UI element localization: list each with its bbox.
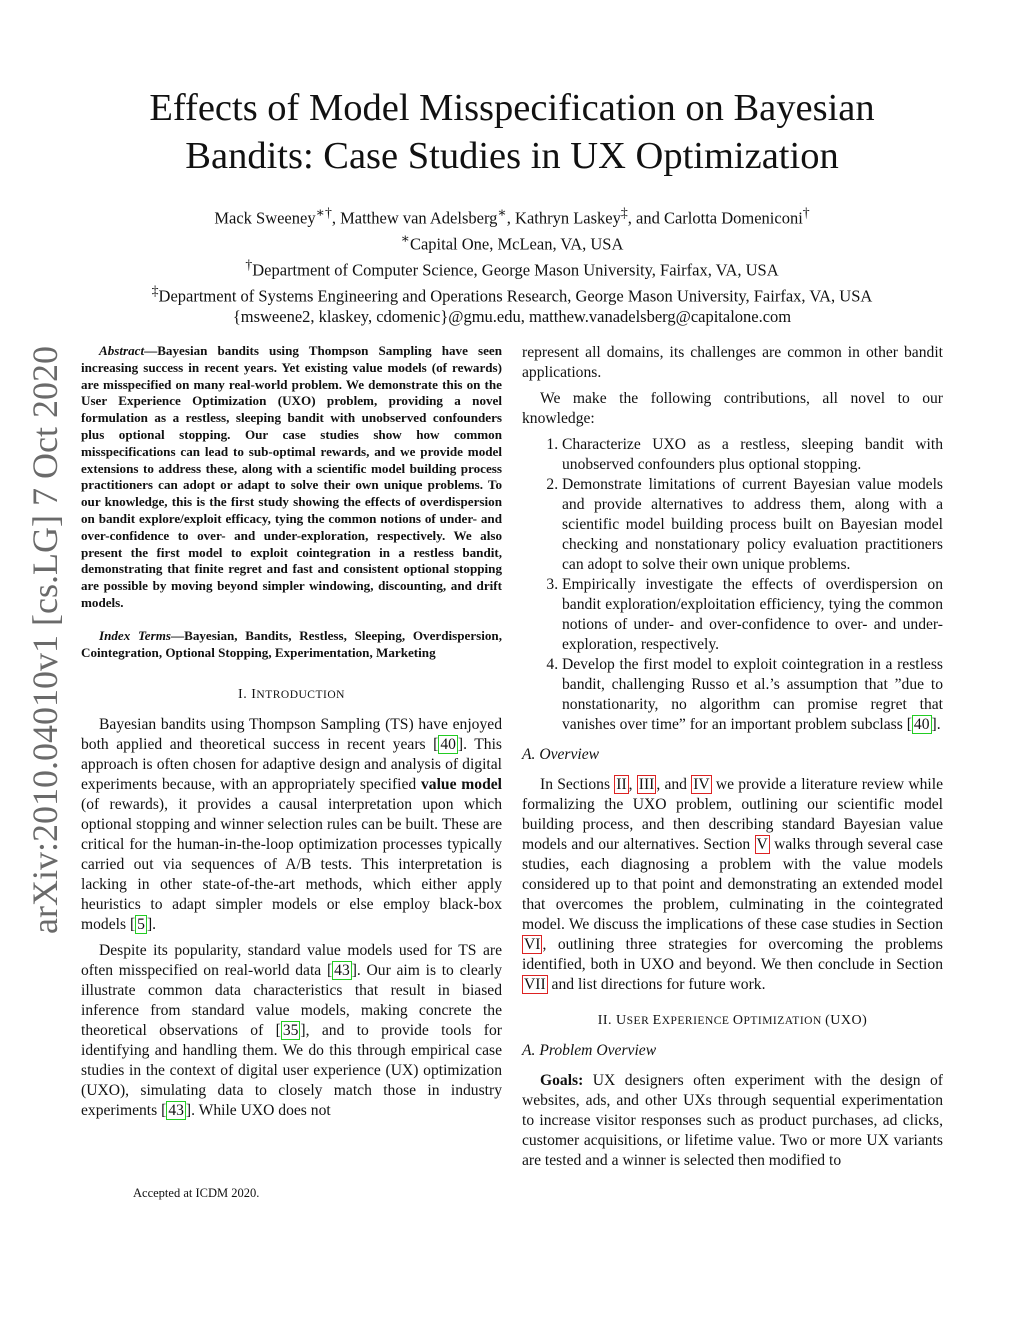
contribution-item: 1. Characterize UXO as a restless, sleeping bandit with unobserved confounders plus optional stopping. xyxy=(562,435,943,475)
arxiv-identifier: arXiv:2010.04010v1 [cs.LG] 7 Oct 2020 xyxy=(25,346,65,934)
right-paragraph-continued: represent all domains, its challenges are common in other bandit applications. xyxy=(522,344,943,381)
overview-sep-2: , and xyxy=(656,776,692,793)
section-2-o: O xyxy=(732,1013,744,1028)
overview-text-a: In Sections xyxy=(540,776,615,793)
left-column xyxy=(81,343,502,1127)
contribution-item: 3. Empirically investigate the effects of overdispersion on bandit exploration/exploitation efficiency, tying the common notions of under- and over-confidence to over- and under-exploration, respectively. xyxy=(562,575,943,655)
author-4: , and Carlotta Domeniconi xyxy=(627,208,803,228)
goals-paragraph xyxy=(522,1071,943,1171)
affiliation-2-text: Department of Computer Science, George Mason University, Fairfax, VA, USA xyxy=(252,260,779,280)
affiliation-2 xyxy=(0,255,1024,281)
abstract xyxy=(81,343,502,612)
citation-link[interactable]: 35 xyxy=(282,1022,299,1040)
value-model-term: value model xyxy=(420,776,502,794)
citation-link[interactable]: 40 xyxy=(913,716,930,733)
goals-label: Goals: xyxy=(540,1072,584,1089)
right-column xyxy=(522,343,943,1177)
affiliation-2-mark: † xyxy=(245,257,253,272)
intro-p1-text-a: Bayesian bandits using Thompson Sampling (TS) have enjoyed both applied and theoretical success in recent years [ xyxy=(81,716,502,754)
intro-p1-text-d: ]. xyxy=(146,916,157,934)
intro-p2-text-a: Despite its popularity, standard value models used for TS are often misspecified on real-world data [ xyxy=(81,942,502,980)
intro-p2-text-b: ]. Our aim is to clearly illustrate common data characteristics that result in biased inference from standard value models, making concrete the theoretical observations of [ xyxy=(81,962,502,1040)
goals-text: UX designers often experiment with the design of websites, ads, and other UXs through sequential experimentation to increase visitor responses such as product purchases, ad clicks, customer acquisitions, or lifetime value. Two or more UX variants are tested and a winner is selected then modified to xyxy=(522,1072,943,1169)
overview-text-d: , outlining three strategies for overcoming the problems identified, both in UXO and beyond. We then conclude in Section xyxy=(522,936,943,973)
author-4-mark: † xyxy=(802,205,810,220)
index-terms-label: Index Terms xyxy=(99,627,171,643)
section-2-e: E xyxy=(652,1013,662,1028)
overview-text-b: we provide a literature review while formalizing the UXO problem, outlining our scientific model building process, and then describing standard Bayesian value models and our alternatives. Section xyxy=(522,776,943,853)
intro-p2-text-d: ]. While UXO does not xyxy=(185,1102,331,1120)
section-2-u: U xyxy=(616,1013,627,1028)
citation-link[interactable]: 43 xyxy=(168,1102,184,1120)
section-2-number: II. xyxy=(597,1013,617,1028)
subsection-overview-heading: A. Overview xyxy=(522,746,600,763)
contributions-intro: We make the following contributions, all novel to our knowledge: xyxy=(522,390,943,427)
author-3-mark: ‡ xyxy=(620,205,628,220)
author-1: Mack Sweeney xyxy=(214,208,316,228)
affiliation-1-text: Capital One, McLean, VA, USA xyxy=(409,234,624,254)
intro-p2-text-c: ], and to provide tools for identifying and handling them. We do this through empirical case studies in the context of digital user experience (UX) optimization (UXO), simulating data to closely match those in industry experiments [ xyxy=(81,1022,502,1120)
section-1-rest: NTRODUCTION xyxy=(256,689,345,702)
intro-paragraph-1 xyxy=(81,715,502,935)
overview-sep-1: , xyxy=(628,776,637,793)
index-terms xyxy=(81,628,502,662)
author-names xyxy=(0,203,1024,229)
footnote: Accepted at ICDM 2020. xyxy=(133,1186,260,1200)
citation-link[interactable]: 43 xyxy=(334,962,350,980)
intro-p1-text-b: ]. This approach is often chosen for adaptive design and analysis of digital experiments because, with an appropriately specified xyxy=(81,736,502,794)
contribution-4-text: Develop the first model to exploit cointegration in a restless bandit, challenging Russo et al.’s assumption that ”due to nonstationarity, no algorithm can promise regret that vanishes over time” for an important problem subclass [ xyxy=(562,656,943,733)
section-2-abbr: (UXO) xyxy=(825,1013,868,1028)
citation-link[interactable]: 40 xyxy=(440,736,456,754)
section-ref-link[interactable]: III xyxy=(638,776,655,793)
intro-paragraph-2 xyxy=(81,941,502,1121)
affiliation-3-mark: ‡ xyxy=(151,283,159,298)
title-line-2: Bandits: Case Studies in UX Optimization xyxy=(185,135,839,177)
section-1-initial: I xyxy=(251,687,257,703)
author-2-mark: ∗ xyxy=(497,205,507,220)
title-line-1: Effects of Model Misspecification on Bayesian xyxy=(149,87,875,129)
section-heading-uxo xyxy=(522,1011,943,1031)
abstract-label: Abstract xyxy=(99,343,145,358)
section-ref-link[interactable]: II xyxy=(616,776,627,793)
author-emails: {msweene2, klaskey, cdomenic}@gmu.edu, matthew.vanadelsberg@capitalone.com xyxy=(232,307,792,326)
contribution-item xyxy=(562,655,943,735)
author-2: , Matthew van Adelsberg xyxy=(331,208,498,228)
section-ref-link[interactable]: V xyxy=(756,836,768,853)
affiliation-3 xyxy=(0,281,1024,307)
paper-title xyxy=(0,84,1024,180)
contribution-item: 2. Demonstrate limitations of current Bayesian value models and provide alternatives to address them, along with a scientific model building process built on Bayesian model checking and nonstationary policy evaluation practitioners can adopt to solve their own unique problems. xyxy=(562,475,943,575)
section-1-number: I. xyxy=(238,687,252,703)
index-terms-text: —Bayesian, Bandits, Restless, Sleeping, Overdispersion, Cointegration, Optional Stopping, Experimentation, Marketing xyxy=(81,627,502,660)
subsection-problem-overview-heading: A. Problem Overview xyxy=(522,1042,657,1059)
author-3: , Kathryn Laskey xyxy=(506,208,621,228)
section-2-xp: XPERIENCE xyxy=(661,1015,733,1027)
contributions-list xyxy=(522,435,943,735)
section-ref-link[interactable]: VI xyxy=(524,936,541,953)
section-2-pt: PTIMIZATION xyxy=(743,1015,826,1027)
overview-text-e: and list directions for future work. xyxy=(547,976,766,993)
citation-link[interactable]: 5 xyxy=(137,916,145,934)
section-2-ser: SER xyxy=(626,1015,653,1027)
section-ref-link[interactable]: VII xyxy=(524,976,546,993)
author-1-mark: ∗† xyxy=(315,205,332,220)
overview-paragraph xyxy=(522,775,943,995)
affiliation-3-text: Department of Systems Engineering and Operations Research, George Mason University, Fairfax, VA, USA xyxy=(158,286,873,306)
section-ref-link[interactable]: IV xyxy=(693,776,710,793)
intro-p1-text-c: (of rewards), it provides a causal interpretation upon which optional stopping and winner selection rules can be built. These are critical for the human-in-the-loop optimization processes typically carried out via sequences of A/B tests. This interpretation is lacking in other state-of-the-art methods, which either apply heuristics to adapt simpler models or else employ black-box models [ xyxy=(81,796,502,934)
author-block xyxy=(0,203,1024,328)
abstract-text: —Bayesian bandits using Thompson Sampling have seen increasing success in recent years. Yet existing value models (of rewards) are misspecified on many real-world problem. We demonstrate this on the User Experience Optimization (UXO) problem, providing a novel formulation as a restless, sleeping bandit with unobserved confounders plus optional stopping. Our case studies show how common misspecifications can lead to sub-optimal rewards, and we provide model extensions to address these, along with a scientific model building process practitioners can adopt or adapt to solve their own unique problems. To our knowledge, this is the first study showing the effects of overdispersion on bandit explore/exploit efficacy, tying the common notions of under- and over-confidence to over- and under-exploration, respectively. We also present the first model to exploit cointegration in a restless bandit, demonstrating that finite regret and fast and consistent optional stopping are possible by moving beyond simpler windowing, discounting, and drift models. xyxy=(81,343,502,610)
overview-text-c: walks through several case studies, each diagnosing a problem with the value models considered up to that point and demonstrating an extended model that overcomes the problem, culminating in the cointegrated model. We discuss the implications of these case studies in Section xyxy=(522,836,943,933)
affiliation-1 xyxy=(0,229,1024,255)
section-heading-introduction xyxy=(81,685,502,705)
affiliation-1-mark: ∗ xyxy=(400,231,410,246)
contribution-4-end: ]. xyxy=(931,716,941,733)
